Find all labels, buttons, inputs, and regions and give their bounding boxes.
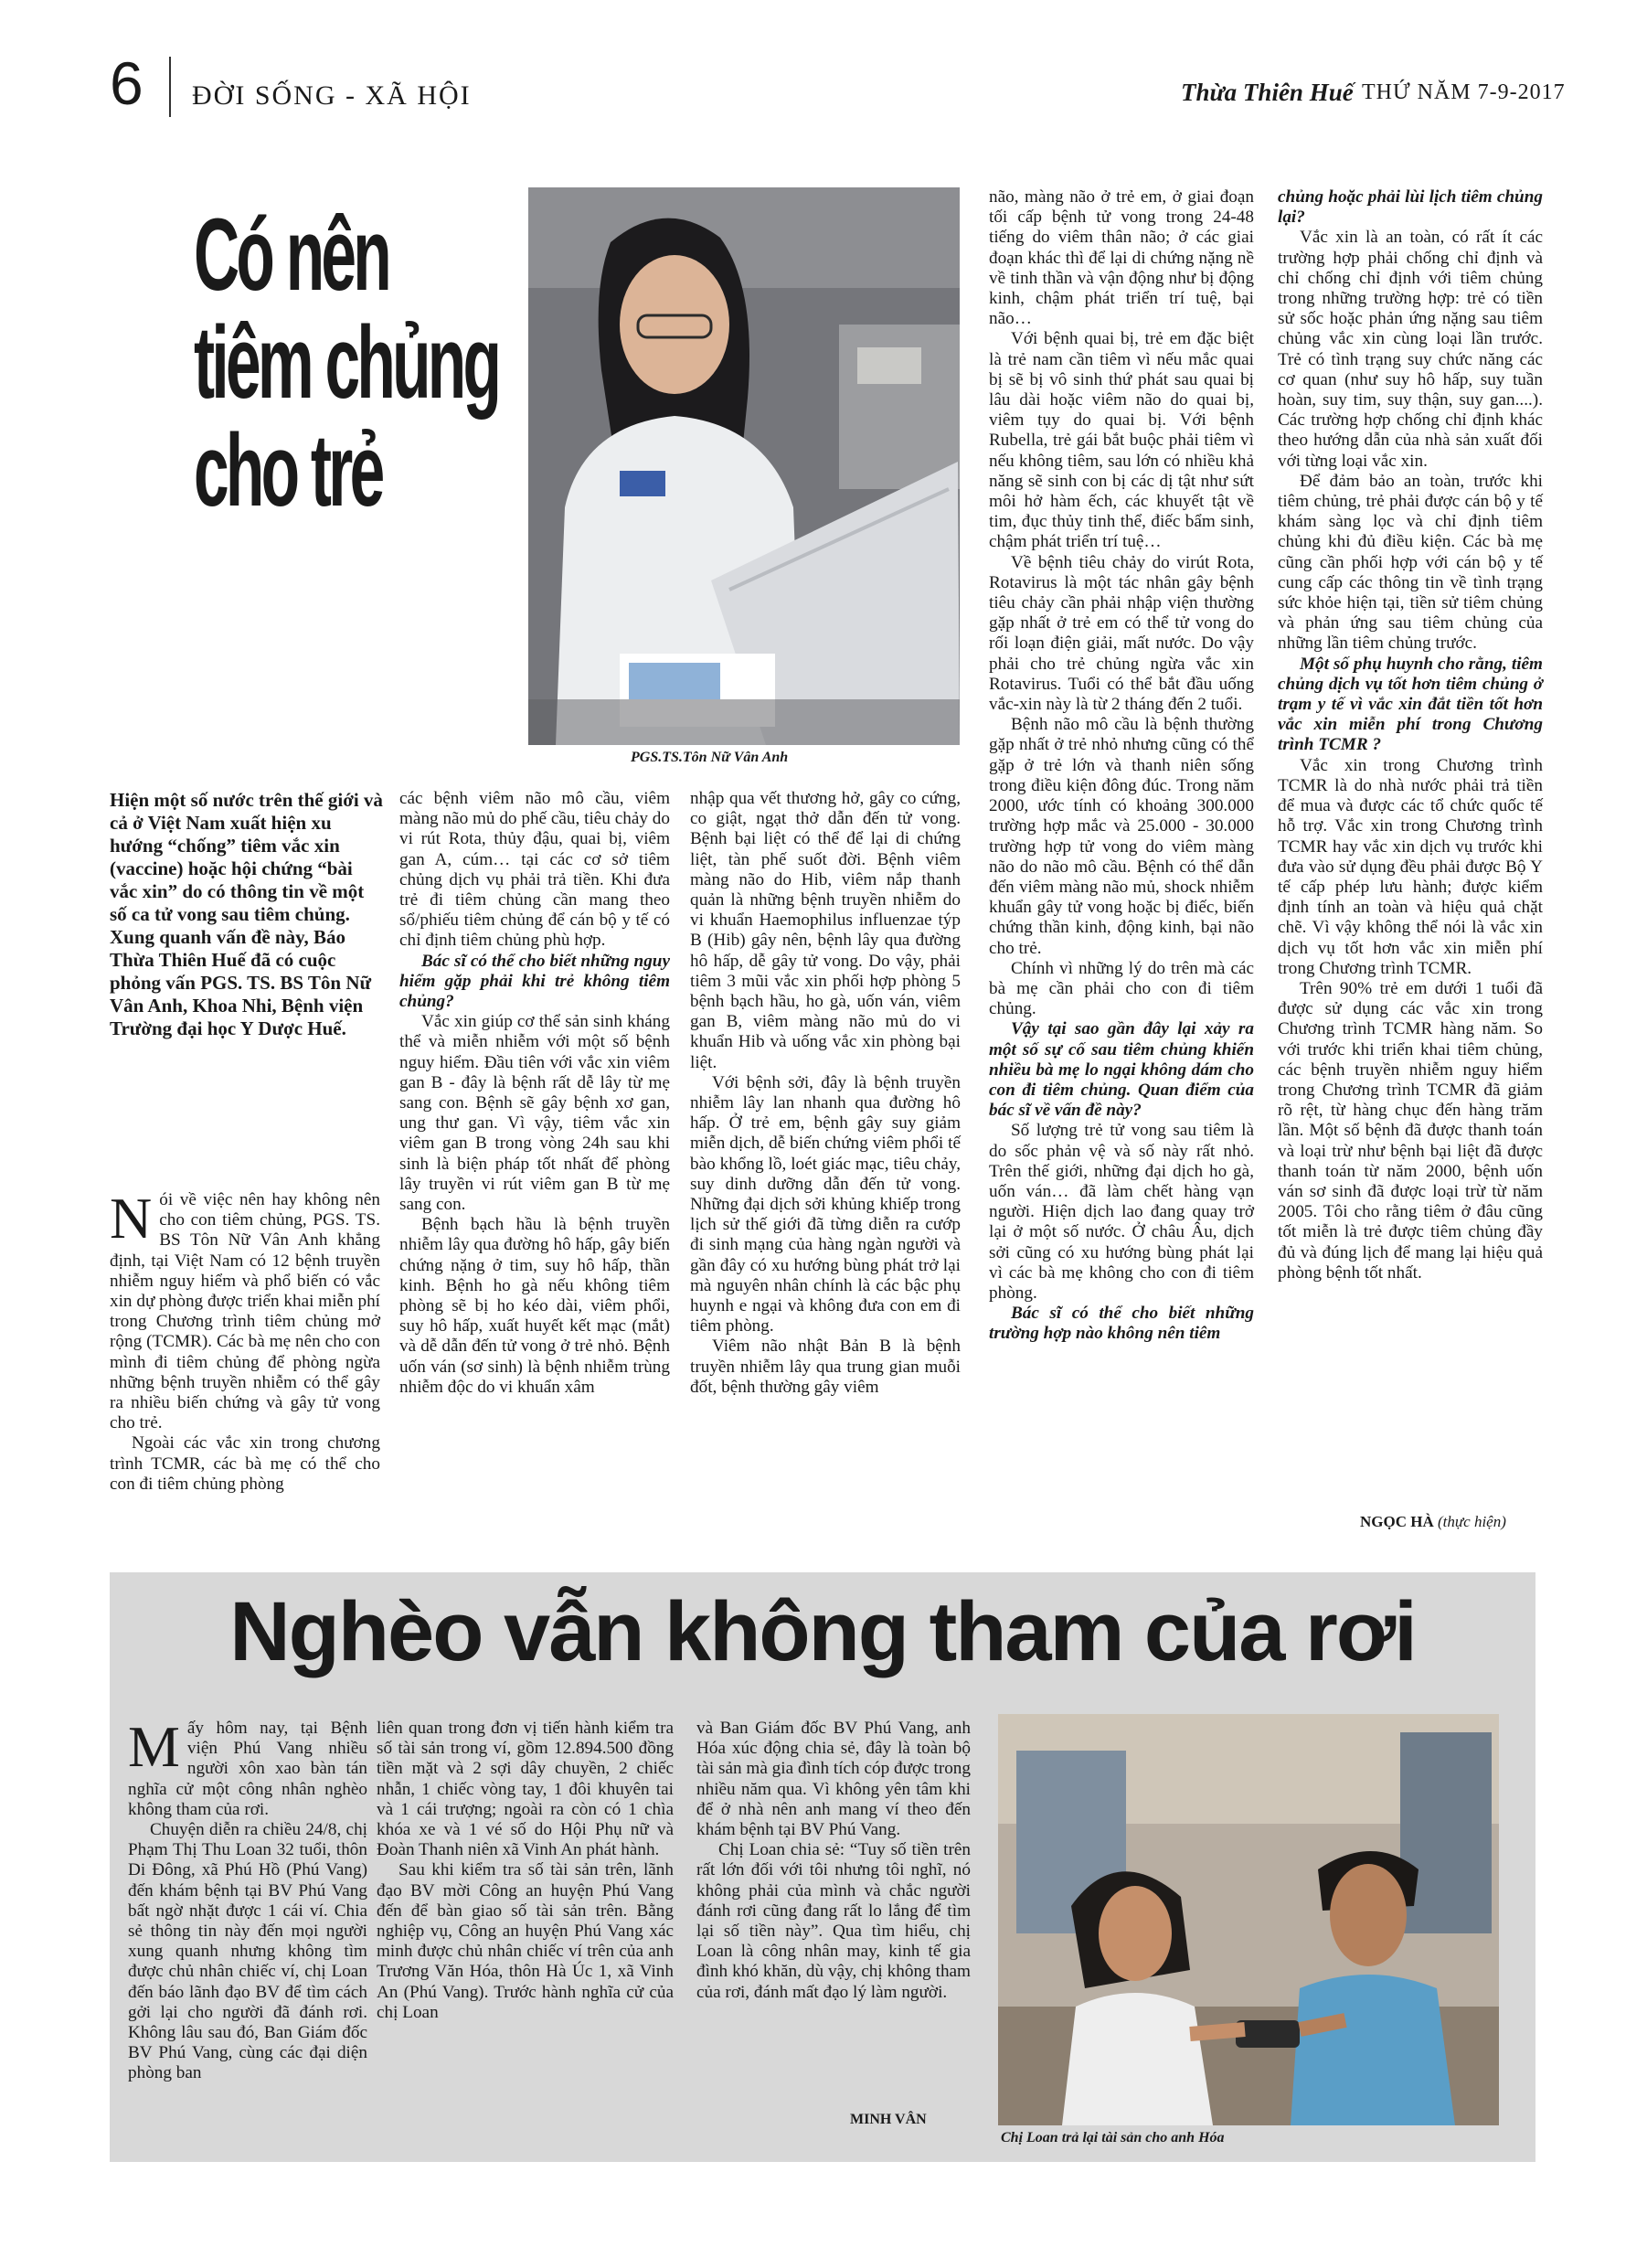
paragraph: Vắc xin trong Chương trình TCMR là do nhà nước phải trả tiền để mua và được các tổ chức quốc tế hỗ trợ. Vắc xin trong Chương trình TCMR hay vắc xin dịch vụ trước khi đưa vào sử dụng đều phải được Bộ Y tế cấp phép lưu hành; được kiểm định tính an toàn và hiệu quả chặt chẽ. Vì vậy không thể nói là vắc xin dịch vụ tốt hơn vắc xin miễn phí trong Chương trình TCMR. — [1278, 755, 1543, 978]
interview-question: Một số phụ huynh cho rằng, tiêm chủng dịch vụ tốt hơn tiêm chủng ở trạm y tế vì vắc xin đắt tiền tốt hơn vắc xin miễn phí trong Chương trình TCMR ? — [1278, 654, 1543, 755]
section-title: ĐỜI SỐNG - XÃ HỘI — [192, 80, 472, 111]
paragraph: Trên 90% trẻ em dưới 1 tuổi đã được sử dụng các vắc xin trong Chương trình TCMR hàng năm. So với trước khi triển khai tiêm chủng, các bệnh truyền nhiễm nguy hiểm trong Chương trình TCMR đã giảm rõ rệt, từ hàng chục đến hàng trăm lần. Một số bệnh đã được thanh toán và loại trừ như bệnh bại liệt đã được thanh toán từ năm 2000, bệnh uốn ván sơ sinh đã được loại trừ từ năm 2005. Tôi cho rằng tiêm ở đâu cũng tốt miễn là trẻ được tiêm chủng đầy đủ và đúng lịch để mang lại hiệu quả phòng bệnh tốt nhất. — [1278, 978, 1543, 1283]
article1-column-2 — [399, 789, 670, 1398]
paragraph: Chính vì những lý do trên mà các bà mẹ cần phải cho con đi tiêm chủng. — [989, 958, 1254, 1019]
article2-byline: MINH VÂN — [850, 2112, 927, 2127]
paragraph: Sau khi kiểm tra số tài sản trên, lãnh đạo BV mời Công an huyện Phú Vang đến để bàn giao số tài sản trên. Bằng nghiệp vụ, Công an huyện Phú Vang xác minh được chủ nhân chiếc ví trên của anh Trương Văn Hóa, thôn Hà Úc 1, xã Vinh An (Phú Vang). Trước hành nghĩa cử của chị Loan — [377, 1860, 674, 2022]
paragraph: não, màng não ở trẻ em, ở giai đoạn tối cấp bệnh tử vong trong 24-48 tiếng do viêm thân não; ở các giai đoạn khác thì để lại di chứng nặng nề về tinh thần và vận động như bị động kinh, chậm phát triển trí tuệ, bại não… — [989, 187, 1254, 329]
paragraph: ói về việc nên hay không nên cho con tiêm chủng, PGS. TS. BS Tôn Nữ Vân Anh khẳng định, tại Việt Nam có 12 bệnh truyền nhiễm nguy hiểm và phổ biến có vắc xin dự phòng được triển khai miễn phí trong Chương trình tiêm chủng mở rộng (TCMR). Các bà mẹ nên cho con mình đi tiêm chủng để phòng ngừa những bệnh truyền nhiễm có thể gây ra nhiều biến chứng và gây tử vong cho trẻ. — [110, 1190, 380, 1433]
paragraph: Vắc xin là an toàn, có rất ít các trường hợp phải chống chỉ định và chỉ chống chỉ định với tiêm chủng trong những trường hợp: trẻ có tiền sử sốc hoặc phản ứng nặng sau tiêm chủng vắc xin cùng loại lần trước. Trẻ có tình trạng suy chức năng các cơ quan (như suy hô hấp, suy tuần hoàn, suy tim, suy thận, suy gan....). Các trường hợp chống chỉ định khác theo hướng dẫn của nhà sản xuất đối với từng loại vắc xin. — [1278, 228, 1543, 471]
paragraph: Với bệnh sởi, đây là bệnh truyền nhiễm lây lan nhanh qua đường hô hấp. Ở trẻ em, bệnh gây suy giảm miễn dịch, dễ biến chứng viêm phổi tế bào khổng lồ, loét giác mạc, tiêu chảy, suy dinh dưỡng dẫn đến tử vong. Những đại dịch sởi khủng khiếp trong lịch sử thế giới đã từng diễn ra cướp đi sinh mạng của hàng ngàn người và gần đây có xu hướng bùng phát trở lại mà nguyên nhân chính là các bậc phụ huynh e ngại và không đưa con em đi tiêm phòng. — [690, 1072, 961, 1336]
article1-title-line: tiêm chủng — [194, 305, 499, 420]
paragraph: Về bệnh tiêu chảy do virút Rota, Rotavirus là một tác nhân gây bệnh tiêu chảy cần phải nhập viện thường gặp nhất ở trẻ em có thể tử vong do rối loạn điện giải, mất nước. Do vậy phải cho trẻ chủng ngừa vắc xin Rotavirus. Tuổi có thể bắt đầu uống vắc-xin này là từ 2 tháng đến 2 tuổi. — [989, 552, 1254, 715]
paragraph: nhập qua vết thương hở, gây co cứng, co giật, ngạt thở dẫn đến tử vong. Bệnh bại liệt có thể để lại di chứng liệt, tàn phế suốt đời. Bệnh viêm màng não do Hib, viêm nắp thanh quản là những bệnh truyền nhiễm do vi khuẩn Haemophilus influenzae týp B (Hib) gây nên, bệnh lây qua đường hô hấp, dễ gây tử vong. Do vậy, phải tiêm 3 mũi vắc xin phối hợp phòng 5 bệnh bạch hầu, ho gà, uốn ván, viêm gan B, viêm màng não mủ do vi khuẩn Hib và uống vắc xin phòng bại liệt. — [690, 789, 961, 1072]
article1-title-line: cho trẻ — [194, 413, 382, 527]
dropcap: M — [128, 1714, 180, 1779]
byline-name: NGỌC HÀ — [1360, 1513, 1434, 1530]
article1-lead: Hiện một số nước trên thế giới và cả ở Việt Nam xuất hiện xu hướng “chống” tiêm vắc xin (vaccine) hoặc hội chứng “bài vắc xin” do có thông tin về một số ca tử vong sau tiêm chủng. Xung quanh vấn đề này, Báo Thừa Thiên Huế đã có cuộc phỏng vấn PGS. TS. BS Tôn Nữ Vân Anh, Khoa Nhi, Bệnh viện Trường đại học Y Dược Huế. — [110, 789, 383, 1039]
article2-column-3 — [696, 1719, 971, 2003]
interview-question: Bác sĩ có thể cho biết những nguy hiểm gặp phải khi trẻ không tiêm chủng? — [399, 951, 670, 1012]
article2-title: Nghèo vẫn không tham của rơi — [229, 1585, 1416, 1678]
page-number: 6 — [110, 49, 143, 117]
doctor-photo — [528, 187, 960, 745]
article1-title-line: Có nên — [194, 197, 388, 312]
paragraph: Bệnh não mô cầu là bệnh thường gặp nhất ở trẻ nhỏ nhưng cũng có thể gặp ở trẻ lớn và thanh niên sống trong điều kiện đông đúc. Trong năm 2000, ước tính có khoảng 300.000 trường hợp mắc và 25.000 - 30.000 trường hợp tử vong do viêm màng não do não mô cầu. Bệnh có thể dẫn đến viêm màng não mủ, shock nhiễm khuẩn gây tử vong hoặc bị điếc, biến chứng thần kinh, động kinh, bại não cho trẻ. — [989, 715, 1254, 958]
article1-title — [194, 197, 499, 527]
interview-question: chủng hoặc phải lùi lịch tiêm chủng lại? — [1278, 187, 1543, 228]
byline-note: (thực hiện) — [1438, 1513, 1506, 1530]
article2-column-2 — [377, 1719, 674, 2023]
article1-column-1 — [110, 1186, 380, 1495]
issue-date: THỨ NĂM 7-9-2017 — [1362, 80, 1566, 104]
article1-column-5 — [1278, 187, 1543, 1283]
article1-column-3 — [690, 789, 961, 1398]
interview-question: Bác sĩ có thể cho biết những trường hợp nào không nên tiêm — [989, 1304, 1254, 1344]
paragraph: Viêm não nhật Bản B là bệnh truyền nhiễm lây qua trung gian muỗi đốt, bệnh thường gây viêm — [690, 1336, 961, 1397]
paragraph: Ngoài các vắc xin trong chương trình TCMR, các bà mẹ có thể cho con đi tiêm chủng phòng — [110, 1433, 380, 1494]
paragraph: ấy hôm nay, tại Bệnh viện Phú Vang nhiều người xôn xao bàn tán nghĩa cử một công nhân nghèo không tham của rơi. — [128, 1719, 367, 1819]
article2-column-1 — [128, 1714, 367, 2084]
paragraph: Để đảm bảo an toàn, trước khi tiêm chủng, trẻ phải được cán bộ y tế khám sàng lọc và chỉ định tiêm chủng khi đủ điều kiện. Các bà mẹ cũng cần phối hợp với cán bộ y tế cung cấp các thông tin về tình trạng sức khỏe hiện tại, tiền sử tiêm chủng và phản ứng sau tiêm chủng của những lần tiêm chủng trước. — [1278, 471, 1543, 654]
article2-photo-caption: Chị Loan trả lại tài sản cho anh Hóa — [1001, 2130, 1225, 2146]
doctor-photo-illustration — [528, 187, 960, 745]
header-divider — [169, 57, 171, 117]
paragraph: Số lượng trẻ tử vong sau tiêm là do sốc phản vệ và số này rất nhỏ. Trên thế giới, những đại dịch ho gà, uốn ván… đã làm chết hàng vạn người. Hiện dịch lao đang quay trở lại ở một số nước. Ở châu Âu, dịch sởi cũng có xu hướng bùng phát lại vì các bà mẹ không cho con đi tiêm phòng. — [989, 1121, 1254, 1303]
paragraph: và Ban Giám đốc BV Phú Vang, anh Hóa xúc động chia sẻ, đây là toàn bộ tài sản mà gia đình tích cóp được trong nhiều năm qua. Vì không yên tâm khi để ở nhà nên anh mang ví theo đến khám bệnh tại BV Phú Vang. — [696, 1719, 971, 1840]
paragraph: Với bệnh quai bị, trẻ em đặc biệt là trẻ nam cần tiêm vì nếu mắc quai bị sẽ bị vô sinh thứ phát sau quai bị lâu dài hoặc viêm não do quai bị, viêm tụy do quai bị. Với bệnh Rubella, trẻ gái bắt buộc phải tiêm vì nếu không tiêm, sau lớn có nhiều khả năng sẽ sinh con bị các dị tật như sứt môi hở hàm ếch, các khuyết tật về tim, đục thủy tinh thể, điếc bẩm sinh, chậm phát triển trí tuệ… — [989, 329, 1254, 552]
paragraph: liên quan trong đơn vị tiến hành kiểm tra số tài sản trong ví, gồm 12.894.500 đồng tiền mặt và 2 sợi dây chuyền, 2 chiếc nhẫn, 1 chiếc vòng tay, 1 đôi khuyên tai và 1 cái trượng; ngoài ra còn có 1 chìa khóa xe và 1 vé số do Hội Phụ nữ và Đoàn Thanh niên xã Vinh An phát hành. — [377, 1719, 674, 1860]
paragraph: Chuyện diễn ra chiều 24/8, chị Phạm Thị Thu Loan 32 tuổi, thôn Di Đông, xã Phú Hồ (Phú Vang) đến khám bệnh tại BV Phú Vang bất ngờ nhặt được 1 cái ví. Chia sẻ thông tin này đến mọi người xung quanh nhưng không tìm được chủ nhân chiếc ví, chị Loan đến báo lãnh đạo BV để tìm cách gởi lại cho người đã đánh rơi. Không lâu sau đó, Ban Giám đốc BV Phú Vang, cùng các đại diện phòng ban — [128, 1820, 367, 2083]
article1-byline — [1360, 1513, 1506, 1531]
paragraph: Bệnh bạch hầu là bệnh truyền nhiễm lây qua đường hô hấp, gây biến chứng nặng ở tim, suy hô hấp, thần kinh. Bệnh ho gà nếu không tiêm phòng sẽ bị ho kéo dài, viêm phổi, suy hô hấp, xuất huyết kết mạc (mắt) và dễ dẫn đến tử vong ở trẻ nhỏ. Bệnh uốn ván (sơ sinh) là bệnh nhiễm trùng nhiễm độc do vi khuẩn xâm — [399, 1215, 670, 1397]
handover-photo — [998, 1714, 1499, 2125]
handover-photo-illustration — [998, 1714, 1499, 2125]
dropcap: N — [110, 1186, 153, 1251]
newspaper-name: Thừa Thiên Huế — [1181, 79, 1354, 106]
paragraph: Chị Loan chia sẻ: “Tuy số tiền trên rất lớn đối với tôi nhưng tôi nghĩ, nó không phải của mình và chắc người đánh rơi cũng đang rất lo lắng để tìm lại số tiền này”. Qua tìm hiểu, chị Loan là công nhân may, kinh tế gia đình khó khăn, dù vậy, chị không tham của rơi, đánh mất đạo lý làm người. — [696, 1840, 971, 2002]
interview-question: Vậy tại sao gần đây lại xảy ra một số sự cố sau tiêm chủng khiến nhiều bà mẹ lo ngại không dám cho con đi tiêm chủng. Quan điểm của bác sĩ về vấn đề này? — [989, 1019, 1254, 1121]
paragraph: Vắc xin giúp cơ thể sản sinh kháng thể và miễn nhiễm với một số bệnh nguy hiểm. Đầu tiên với vắc xin viêm gan B - đây là bệnh rất dễ lây từ mẹ sang con. Bệnh sẽ gây bệnh xơ gan, ung thư gan. Vì vậy, tiêm vắc xin viêm gan B trong vòng 24h sau khi sinh là biện pháp tốt nhất để phòng lây truyền vi rút viêm gan B từ mẹ sang con. — [399, 1012, 670, 1215]
article1-column-4 — [989, 187, 1254, 1345]
article1-photo-caption: PGS.TS.Tôn Nữ Vân Anh — [631, 750, 789, 765]
paragraph: các bệnh viêm não mô cầu, viêm màng não mủ do phế cầu, tiêu chảy do vi rút Rota, thủy đậu, quai bị, viêm gan A, cúm… tại các cơ sở tiêm chủng dịch vụ phải trả tiền. Khi đưa trẻ đi tiêm chủng cần mang theo sổ/phiếu tiêm chủng để cán bộ y tế có chỉ định tiêm chủng phù hợp. — [399, 789, 670, 951]
